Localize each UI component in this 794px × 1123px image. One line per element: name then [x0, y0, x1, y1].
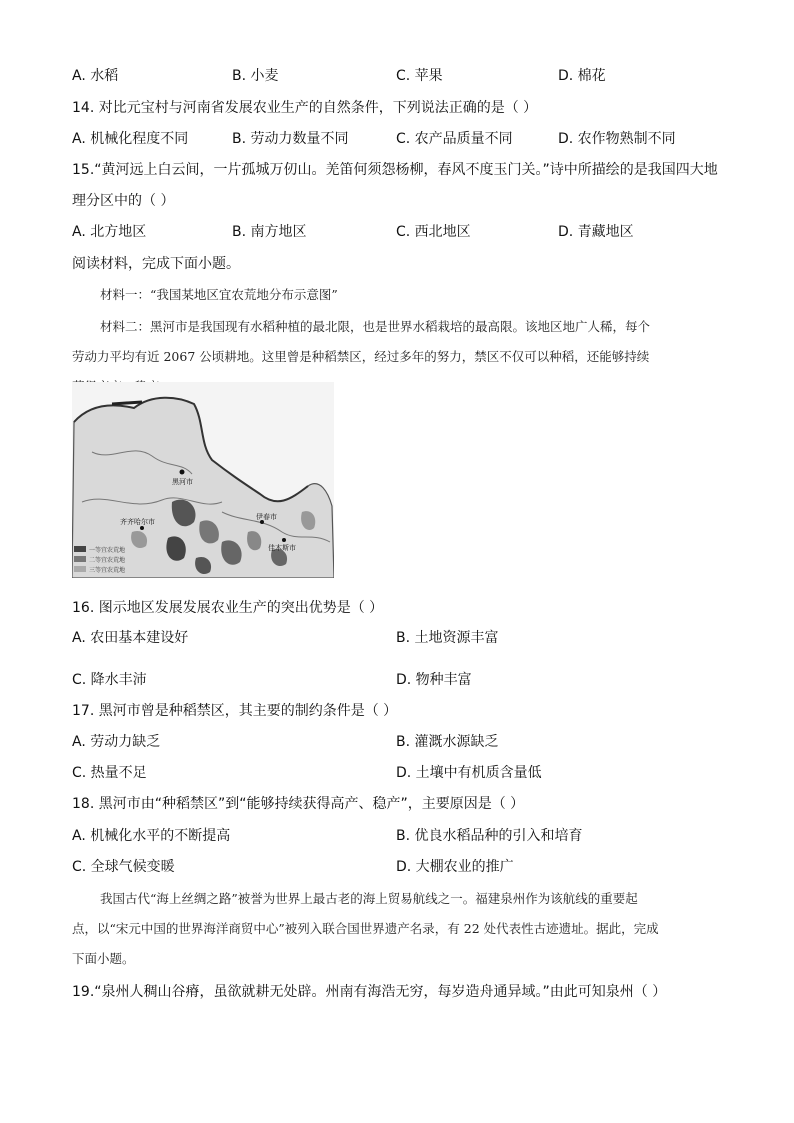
q17-stem: 17. 黑河市曾是种稻禁区，其主要的制约条件是（ ） [72, 703, 398, 719]
q15-option-a: A. 北方地区 [72, 224, 147, 240]
q15-option-c: C. 西北地区 [396, 224, 471, 240]
q13-option-a: A. 水稻 [72, 68, 119, 84]
q17-option-c: C. 热量不足 [72, 765, 147, 781]
map-city-qiqihar: 齐齐哈尔市 [120, 518, 155, 526]
q17-option-d: D. 土壤中有机质含量低 [396, 765, 542, 781]
q13-option-d: D. 棉花 [558, 68, 606, 84]
map-city-jiamusi: 佳木斯市 [268, 544, 296, 552]
q13-option-b: B. 小麦 [232, 68, 279, 84]
q13-option-c: C. 苹果 [396, 68, 443, 84]
q16-option-b: B. 土地资源丰富 [396, 630, 499, 646]
q15-option-b: B. 南方地区 [232, 224, 307, 240]
q14-option-d: D. 农作物熟制不同 [558, 131, 676, 147]
map-city-heihe: 黑河市 [172, 478, 193, 486]
q15-stem-line2: 理分区中的（ ） [72, 193, 175, 209]
q18-option-b: B. 优良水稻品种的引入和培育 [396, 828, 583, 844]
q16-option-c: C. 降水丰沛 [72, 672, 147, 688]
q15-stem-line1: 15.“黄河远上白云间，一片孤城万仞山。羌笛何须怨杨柳，春风不度玉门关。”诗中所描绘的是我国四大地 [72, 162, 718, 178]
map-city-yichun: 伊春市 [256, 513, 277, 521]
q18-stem: 18. 黑河市由“种稻禁区”到“能够持续获得高产、稳产”，主要原因是（ ） [72, 796, 525, 812]
wasteland-distribution-map [72, 382, 334, 578]
q18-option-a: A. 机械化水平的不断提高 [72, 828, 231, 844]
q17-option-b: B. 灌溉水源缺乏 [396, 734, 499, 750]
material-two-line2: 劳动力平均有近 2067 公顷耕地。这里曾是种稻禁区，经过多年的努力，禁区不仅可以种稻，还能够持续 [72, 349, 650, 364]
passage-line1: 我国古代“海上丝绸之路”被誉为世界上最古老的海上贸易航线之一。福建泉州作为该航线的重要起 [100, 891, 638, 906]
q16-stem: 16. 图示地区发展发展农业生产的突出优势是（ ） [72, 600, 384, 616]
q17-option-a: A. 劳动力缺乏 [72, 734, 161, 750]
q14-stem: 14. 对比元宝村与河南省发展农业生产的自然条件，下列说法正确的是（ ） [72, 100, 538, 116]
q14-option-b: B. 劳动力数量不同 [232, 131, 349, 147]
q18-option-d: D. 大棚农业的推广 [396, 859, 514, 875]
passage-line3: 下面小题。 [72, 951, 135, 966]
q16-option-d: D. 物种丰富 [396, 672, 472, 688]
q16-option-a: A. 农田基本建设好 [72, 630, 189, 646]
material-one: 材料一：“我国某地区宜农荒地分布示意图” [100, 287, 338, 302]
q14-option-c: C. 农产品质量不同 [396, 131, 513, 147]
map-legend-grade1: 一等宜农荒地 [89, 547, 126, 554]
q19-stem: 19.“泉州人稠山谷瘠，虽欲就耕无处辟。州南有海浩无穷，每岁造舟通异域。”由此可知泉州（ ） [72, 984, 667, 1000]
map-legend-grade2: 二等宜农荒地 [89, 557, 126, 564]
passage-line2: 点，以“宋元中国的世界海洋商贸中心”被列入联合国世界遗产名录，有 22 处代表性古迹遗址。据此，完成 [72, 921, 659, 936]
q18-option-c: C. 全球气候变暖 [72, 859, 175, 875]
material-two-line1: 材料二：黑河市是我国现有水稻种植的最北限，也是世界水稻栽培的最高限。该地区地广人稀，每个 [100, 319, 651, 334]
q15-option-d: D. 青藏地区 [558, 224, 634, 240]
reading-instruction: 阅读材料，完成下面小题。 [72, 256, 240, 272]
map-legend-grade3: 三等宜农荒地 [89, 567, 126, 574]
q14-option-a: A. 机械化程度不同 [72, 131, 189, 147]
